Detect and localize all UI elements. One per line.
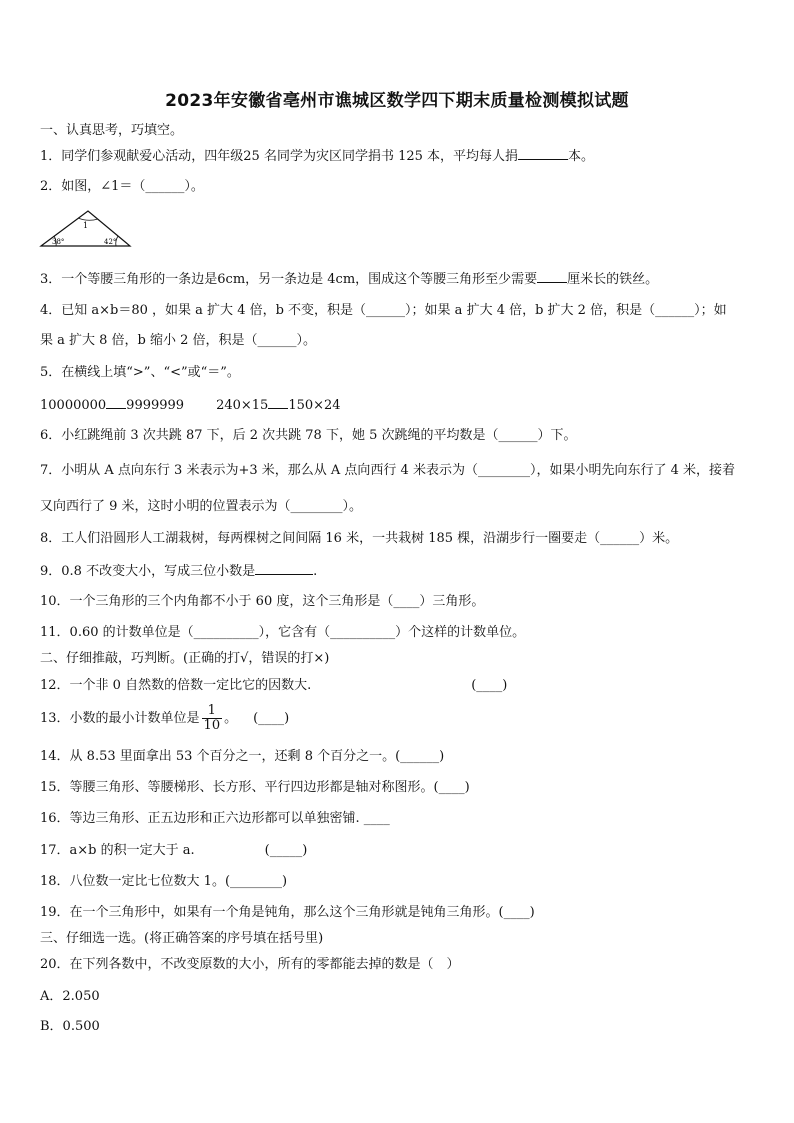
answer-blank[interactable]: [106, 396, 126, 409]
question-1: [40, 147, 594, 166]
question-3-unit: 厘米长的铁丝。: [567, 272, 659, 287]
question-17-text: 17．a×b 的积一定大于 a.: [40, 843, 195, 858]
angle-left-label: 38°: [52, 238, 65, 246]
question-9: [40, 562, 317, 581]
option-a[interactable]: A．2.050: [40, 989, 100, 1004]
question-9-end: .: [313, 564, 318, 579]
question-14: 14．从 8.53 里面拿出 53 个百分之一，还剩 8 个百分之一。(______): [40, 749, 445, 764]
compare-right-1: 9999999: [126, 398, 185, 413]
question-7-line-1: 7．小明从 A 点向东行 3 米表示为+3 米，那么从 A 点向西行 4 米表示为（________），如果小明先向东行了 4 米，接着: [40, 463, 735, 478]
judgement-paren[interactable]: (____): [471, 678, 508, 693]
question-12-text: 12．一个非 0 自然数的倍数一定比它的因数大.: [40, 678, 312, 693]
section-heading-3: 三、仔细选一选。(将正确答案的序号填在括号里): [40, 931, 324, 946]
option-b[interactable]: B．0.500: [40, 1019, 100, 1034]
question-1-unit: 本。: [568, 149, 595, 164]
compare-left-2: 240×15: [216, 398, 269, 413]
question-4-line-2: 果 a 扩大 8 倍，b 缩小 2 倍，积是（______）。: [40, 333, 317, 348]
question-5: 5．在横线上填“>”、“<”或“＝”。: [40, 365, 240, 380]
question-19: 19．在一个三角形中，如果有一个角是钝角，那么这个三角形就是钝角三角形。(____): [40, 905, 535, 920]
answer-blank[interactable]: [255, 562, 313, 575]
angle-right-label: 42°: [104, 238, 117, 246]
question-10: 10．一个三角形的三个内角都不小于 60 度，这个三角形是（____）三角形。: [40, 594, 485, 609]
question-2: 2．如图，∠1＝（______）。: [40, 179, 204, 194]
answer-blank[interactable]: [268, 396, 288, 409]
answer-blank[interactable]: [537, 270, 567, 283]
question-13-end: 。: [224, 711, 238, 726]
question-9-text: 9．0.8 不改变大小，写成三位小数是: [40, 564, 256, 579]
question-20: 20．在下列各数中，不改变原数的大小，所有的零都能去掉的数是（ ）: [40, 957, 460, 972]
question-5-comparisons: [40, 396, 341, 415]
compare-right-2: 150×24: [288, 398, 341, 413]
question-17: [40, 842, 307, 860]
judgement-paren[interactable]: (_____): [264, 843, 308, 858]
fraction-denominator: 10: [203, 718, 221, 733]
question-12: [40, 677, 507, 695]
question-8: 8．工人们沿圆形人工湖栽树，每两棵树之间间隔 16 米，一共栽树 185 棵，沿湖步行一圈要走（______）米。: [40, 531, 679, 546]
question-1-text: 1．同学们参观献爱心活动，四年级25 名同学为灾区同学捐书 125 本，平均每人捐: [40, 149, 519, 164]
question-3: [40, 270, 658, 289]
question-16: 16．等边三角形、正五边形和正六边形都可以单独密铺. ____: [40, 811, 390, 826]
angle-1-label: 1: [83, 221, 89, 230]
question-4-line-1: 4．已知 a×b＝80 ，如果 a 扩大 4 倍，b 不变，积是（______）；如果 a 扩大 4 倍，b 扩大 2 倍，积是（______）；如: [40, 303, 727, 318]
answer-blank[interactable]: [518, 147, 568, 160]
question-6: 6．小红跳绳前 3 次共跳 87 下，后 2 次共跳 78 下，她 5 次跳绳的平均数是（______）下。: [40, 428, 577, 443]
triangle-figure: [38, 208, 134, 250]
fraction-numerator: 1: [202, 704, 223, 719]
question-13-text: 13．小数的最小计数单位是: [40, 711, 200, 726]
question-18: 18．八位数一定比七位数大 1。(________): [40, 874, 288, 889]
question-13: [40, 704, 289, 734]
question-3-text: 3．一个等腰三角形的一条边是6cm，另一条边是 4cm，围成这个等腰三角形至少需要: [40, 272, 538, 287]
page-title: 2023年安徽省亳州市谯城区数学四下期末质量检测模拟试题: [165, 91, 629, 111]
question-7-line-2: 又向西行了 9 米，这时小明的位置表示为（________）。: [40, 499, 363, 514]
question-11: 11．0.60 的计数单位是（__________），它含有（__________）个这样的计数单位。: [40, 625, 526, 640]
section-heading-2: 二、仔细推敲，巧判断。(正确的打√，错误的打×): [40, 651, 330, 666]
fraction: [202, 704, 223, 733]
judgement-paren[interactable]: (____): [253, 711, 290, 726]
section-heading-1: 一、认真思考，巧填空。: [40, 123, 184, 138]
question-15: 15．等腰三角形、等腰梯形、长方形、平行四边形都是轴对称图形。(____): [40, 780, 470, 795]
compare-left-1: 10000000: [40, 398, 107, 413]
